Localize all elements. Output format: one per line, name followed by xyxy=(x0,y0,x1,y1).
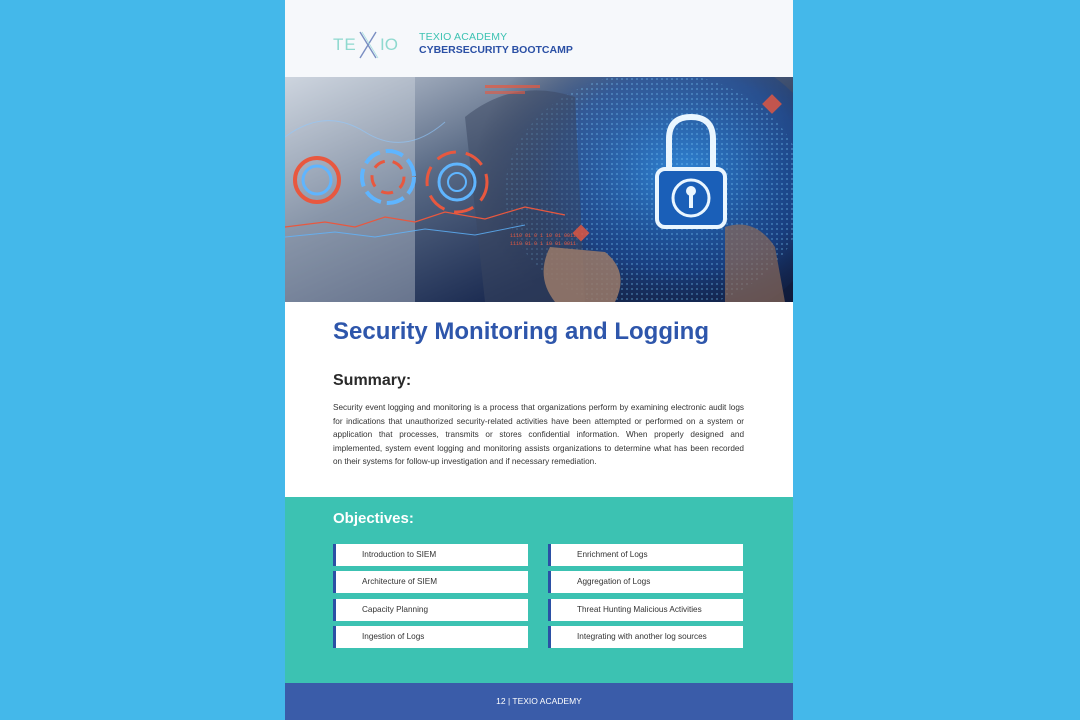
hero-image xyxy=(285,77,793,302)
page-header xyxy=(285,0,793,77)
program-name: CYBERSECURITY BOOTCAMP xyxy=(419,44,573,56)
objective-item: Capacity Planning xyxy=(333,599,528,621)
brand-name: TEXIO ACADEMY xyxy=(419,31,508,43)
objective-item: Threat Hunting Malicious Activities xyxy=(548,599,743,621)
binary-text-2: 1110 01 0 1 10 01 0011 xyxy=(510,241,577,247)
svg-text:TE: TE xyxy=(333,35,357,54)
texio-logo xyxy=(333,28,405,62)
objective-item: Architecture of SIEM xyxy=(333,571,528,593)
page-title: Security Monitoring and Logging xyxy=(333,318,709,345)
objective-item: Ingestion of Logs xyxy=(333,626,528,648)
objective-item: Integrating with another log sources xyxy=(548,626,743,648)
objective-item: Enrichment of Logs xyxy=(548,544,743,566)
objectives-heading: Objectives: xyxy=(333,510,414,527)
summary-heading: Summary: xyxy=(333,372,412,389)
document-page xyxy=(285,0,793,720)
objectives-section xyxy=(285,497,793,683)
summary-paragraph: Security event logging and monitoring is a process that organizations perform by examining electronic audit logs for indications that unauthorized security-related activities have been attempted or performed on a system or application that processes, transmits or stores confidential information. When properly designed and implemented, system event logging and monitoring assists organizations to determine what has been recorded on their systems for follow-up investigation and if necessary remediation. xyxy=(333,403,744,467)
objective-item: Aggregation of Logs xyxy=(548,571,743,593)
svg-text:IO: IO xyxy=(380,35,398,54)
page-footer: 12 | TEXIO ACADEMY xyxy=(285,683,793,720)
objective-item: Introduction to SIEM xyxy=(333,544,528,566)
binary-text-1: 1110 01 0 1 10 01 0011 xyxy=(510,233,577,239)
